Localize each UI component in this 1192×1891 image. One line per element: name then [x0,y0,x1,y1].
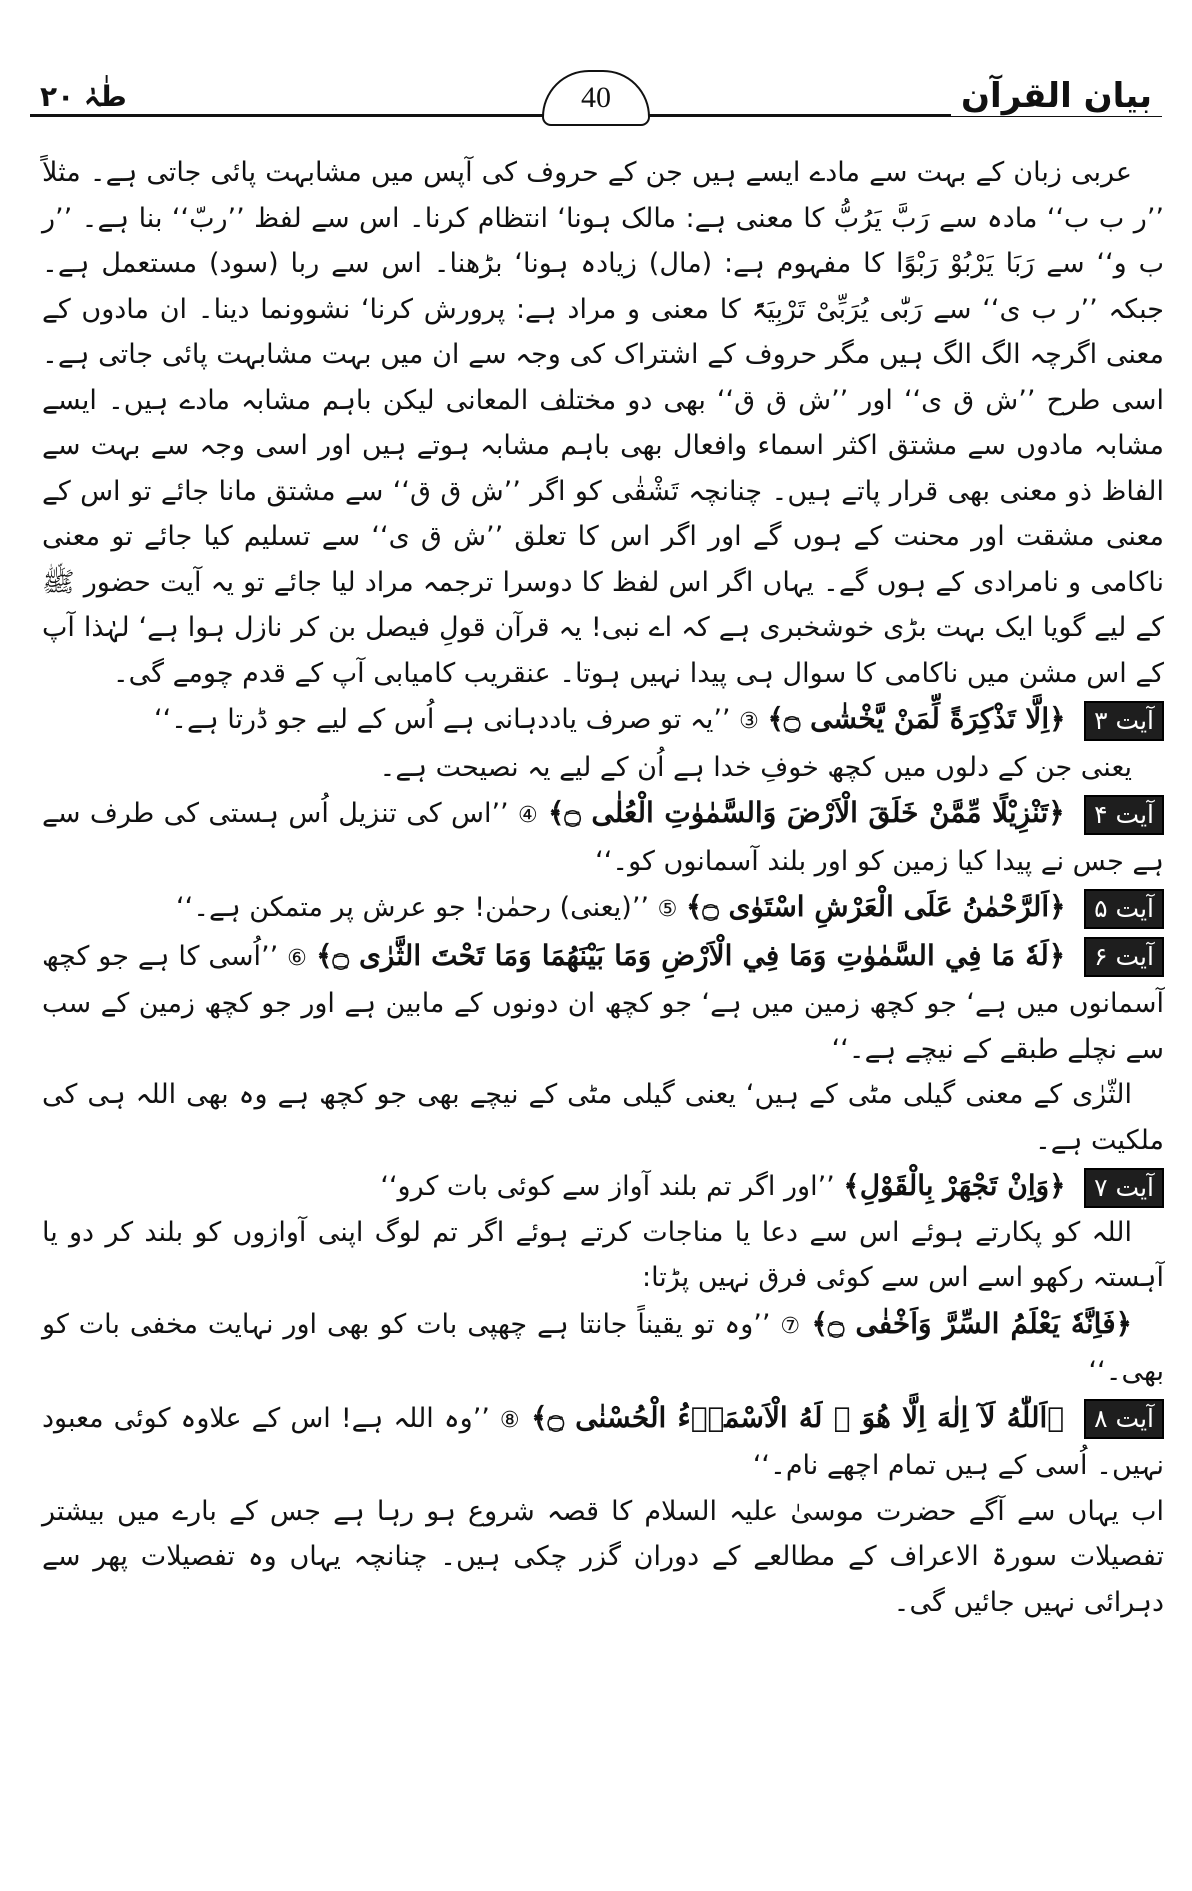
book-title: بیان القرآن [951,76,1162,116]
ayah-4-translation: ’’اس کی تنزیل اُس ہستی کی طرف سے ہے جس نے پیدا کیا زمین کو اور بلند آسمانوں کو۔‘‘ [42,798,1164,877]
ayah-5-translation: ’’(یعنی) رحمٰن! جو عرش پر متمکن ہے۔‘‘ [176,892,650,923]
ayah-5-badge: آیت ۵ [1084,889,1164,929]
surah-reference: طٰہٰ ۲۰ [30,80,137,113]
ayah-6-translation: ’’اُسی کا ہے جو کچھ آسمانوں میں ہے‘ جو کچھ زمین میں ہے‘ جو کچھ ان دونوں کے مابین ہے اور جو کچھ زمین کے سب سے نچلے طبقے کے نیچے ہے۔‘‘ [42,940,1164,1065]
ayah-4-number: ④ [518,803,539,828]
ayah-8-number: ⑧ [499,1407,522,1433]
ayah-6-number: ⑥ [287,945,308,971]
ayah-6 [42,933,1164,1073]
ayah-3-translation: ’’یہ تو صرف یاددہانی ہے اُس کے لیے جو ڈرتا ہے۔‘‘ [154,704,731,735]
page-number: 40 [542,70,650,126]
ayah-7-translation: ’’اور اگر تم بلند آواز سے کوئی بات کرو‘‘ [380,1171,835,1202]
ayah-7-cont-arabic: ﴿فَاِنَّهٗ يَعْلَمُ السِّرَّ وَاَخْفٰى ۝﴾ [811,1306,1132,1340]
ayah-6-badge: آیت ۶ [1084,937,1164,977]
ayah-8-arabic: ﴿اَللّٰهُ لَآ اِلٰهَ اِلَّا هُوَ ۭ لَهُ الْاَسْمَاۗءُ الْحُسْنٰى ۝﴾ [531,1400,1065,1434]
ayah-5 [42,884,1164,933]
ayah-7-badge: آیت ۷ [1084,1168,1164,1208]
ayah-3-arabic: ﴿اِلَّا تَذْكِرَةً لِّمَنْ يَّخْشٰى ۝﴾ [767,702,1066,735]
ayah-8-translation: ’’وہ اللہ ہے! اس کے علاوہ کوئی معبود نہیں۔ اُسی کے ہیں تمام اچھے نام۔‘‘ [42,1402,1164,1481]
ayah-3-badge: آیت ۳ [1084,701,1164,741]
ayah-7-cont-number: ⑦ [780,1313,802,1339]
ayah-8 [42,1395,1164,1489]
closing-paragraph: اب یہاں سے آگے حضرت موسیٰ علیہ السلام کا قصہ شروع ہو رہا ہے جس کے بارے میں بیشتر تفصیلات سورۃ الاعراف کے مطالعے کے دوران گزر چکی ہیں۔ چنانچہ یہاں وہ تفصیلات پھر سے دہرائی نہیں جائیں گی۔ [42,1495,1164,1618]
ayah-7-continuation [42,1301,1164,1395]
ayah-4 [42,790,1164,884]
ayah-5-number: ⑤ [657,897,678,922]
ayah-6-arabic: ﴿لَهٗ مَا فِي السَّمٰوٰتِ وَمَا فِي الْاَرْضِ وَمَا بَيْنَهُمَا وَمَا تَحْتَ الثَّرٰى ۝﴾ [316,938,1066,972]
intro-paragraph: عربی زبان کے بہت سے مادے ایسے ہیں جن کے حروف کی آپس میں مشابہت پائی جاتی ہے۔ مثلاً ’’ر ب ب‘‘ مادہ سے رَبَّ یَرُبُّ کا معنی ہے: مالک ہونا‘ انتظام کرنا۔ اس سے لفظ ’’ربّ‘‘ بنا ہے۔ ’’ر ب و‘‘ سے رَبَا یَرْبُوْ رَبْوًا کا مفہوم ہے: (مال) زیادہ ہونا‘ بڑھنا۔ اس سے ربا (سود) مستعمل ہے۔ جبکہ ’’ر ب ی‘‘ سے رَبّٰی یُرَبِّیْ تَرْبِیَۃً کا معنی و مراد ہے: پرورش کرنا‘ نشوونما دینا۔ ان مادوں کے معنی اگرچہ الگ الگ ہیں مگر حروف کے اشتراک کی وجہ سے ان میں بہت مشابہت پائی جاتی ہے۔ اسی طرح ’’ش ق ی‘‘ اور ’’ش ق ق‘‘ بھی دو مختلف المعانی لیکن باہم مشابہ مادے ہیں۔ ایسے مشابہ مادوں سے مشتق اکثر اسماء وافعال بھی باہم مشابہ ہوتے ہیں اور اسی وجہ سے بہت سے الفاظ ذو معنی بھی قرار پاتے ہیں۔ چنانچہ تَشْقٰی کو اگر ’’ش ق ق‘‘ سے مشتق مانا جائے تو اس کے معنی مشقت اور محنت کے ہوں گے اور اگر اس کا تعلق ’’ش ق ی‘‘ سے تسلیم کیا جائے تو معنی ناکامی و نامرادی کے ہوں گے۔ یہاں اگر اس لفظ کا دوسرا ترجمہ مراد لیا جائے تو یہ آیت حضور ﷺ کے لیے گویا ایک بہت بڑی خوشخبری ہے کہ اے نبی! یہ قرآن قولِ فیصل بن کر نازل ہوا ہے‘ لہٰذا آپ کے اس مشن میں ناکامی کا سوال ہی پیدا نہیں ہوتا۔ عنقریب کامیابی آپ کے قدم چومے گی۔ [42,157,1164,689]
ayah-4-arabic: ﴿تَنْزِيْلًا مِّمَّنْ خَلَقَ الْاَرْضَ وَالسَّمٰوٰتِ الْعُلٰى ۝﴾ [548,796,1065,829]
ayah-7-arabic: ﴿وَاِنْ تَجْهَرْ بِالْقَوْلِ﴾ [843,1169,1066,1202]
page-header [30,76,1162,130]
ayah-7-note: اللہ کو پکارتے ہوئے اس سے دعا یا مناجات کرتے ہوئے اگر تم لوگ اپنی آوازوں کو بلند کر دو یا آہستہ رکھو اسے اس سے کوئی فرق نہیں پڑتا: [42,1216,1164,1293]
ayah-4-badge: آیت ۴ [1084,795,1164,835]
ayah-5-arabic: ﴿اَلرَّحْمٰنُ عَلَى الْعَرْشِ اسْتَوٰى ۝﴾ [685,890,1066,923]
page-body [42,150,1164,1625]
ayah-3 [42,696,1164,745]
ayah-6-note: الثّرٰی کے معنی گیلی مٹی کے ہیں‘ یعنی گیلی مٹی کے نیچے بھی جو کچھ ہے وہ بھی اللہ ہی کی ملکیت ہے۔ [42,1079,1164,1156]
ayah-7 [42,1163,1164,1210]
ayah-7-cont-translation: ’’وہ تو یقیناً جانتا ہے چھپی بات کو بھی اور نہایت مخفی بات کو بھی۔‘‘ [42,1308,1164,1387]
ayah-3-number: ③ [739,709,759,734]
ayah-3-note: یعنی جن کے دلوں میں کچھ خوفِ خدا ہے اُن کے لیے یہ نصیحت ہے۔ [379,751,1132,783]
ayah-8-badge: آیت ۸ [1084,1399,1164,1439]
